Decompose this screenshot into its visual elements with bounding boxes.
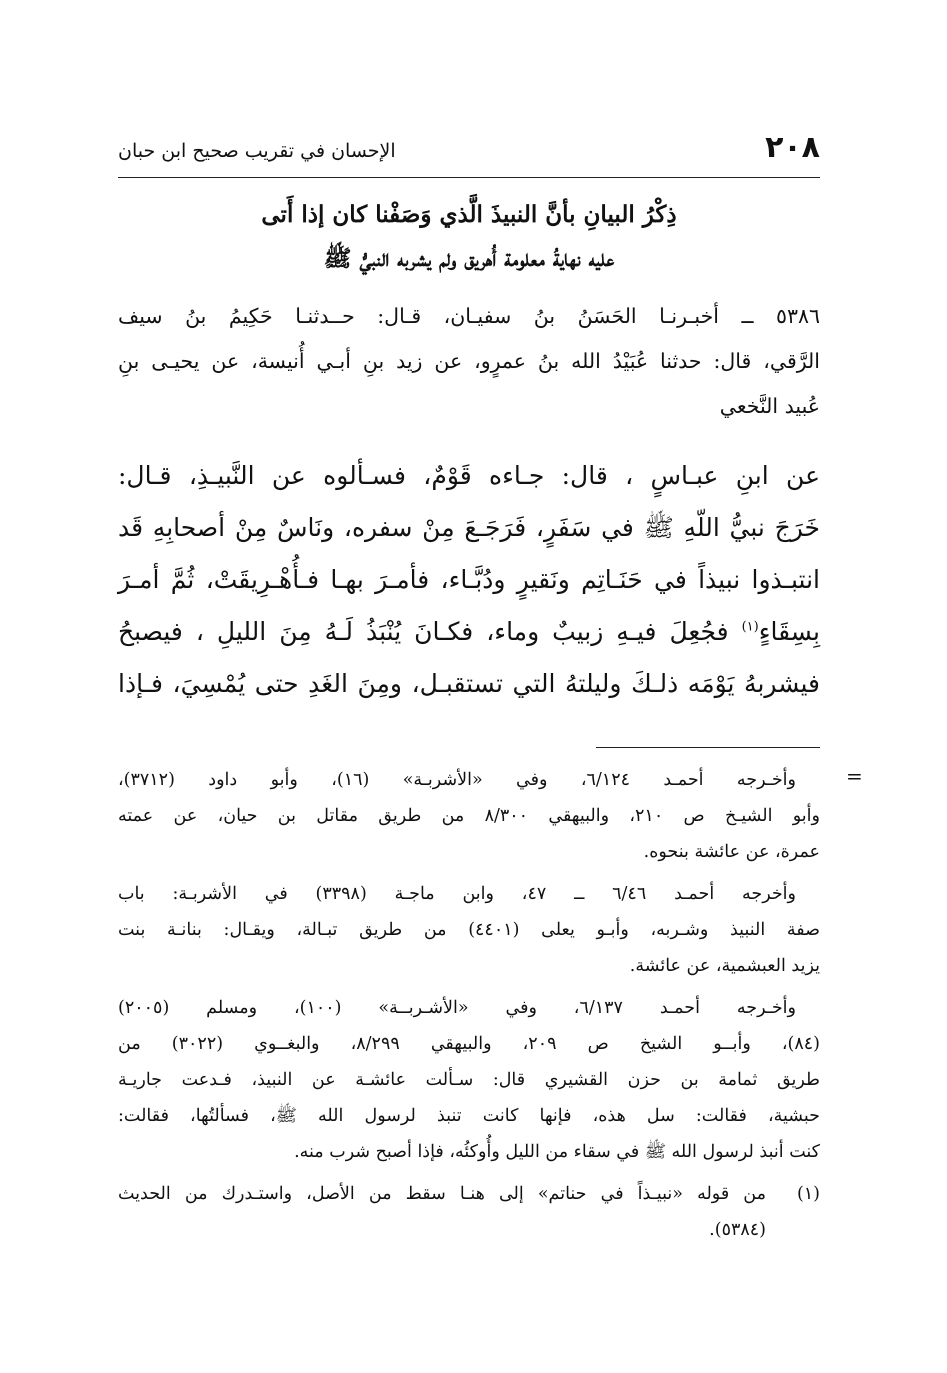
- footnote-line: كنت أنبذ لرسول الله ﷺ في سقاء من الليل وأُوكئُه، فإذا أصبح شرب منه.: [294, 1142, 820, 1162]
- footnote-line: طريق ثمامة بن حزن القشيري قال: سـألت عائشـة عن النبيذ، فـدعت جاريـة: [118, 1070, 820, 1090]
- matn-line: عن ابنِ عبـاسٍ ، قال: جـاءه قَوْمٌ، فسـألوه عن النَّبيـذِ، قـال:: [118, 461, 820, 490]
- footnote-line: (٨٤)، وأبــو الشيخ ص ٢٠٩، والبيهقي ٨/٢٩٩، والبغــوي (٣٠٢٢) من: [118, 1034, 820, 1054]
- page-number: ٢٠٨: [765, 130, 820, 165]
- footnote-reference: (١): [741, 619, 759, 635]
- hadith-isnad: [118, 294, 820, 429]
- continuation-mark: =: [846, 764, 863, 788]
- isnad-line: الرَّقي، قال: حدثنا عُبَيْدُ الله بنُ عمرٍو، عن زيد بنِ أبـي أُنيسة، عن يحيـى بنِ: [118, 349, 820, 373]
- matn-line: انتبـذوا نبيذاً في حَنَـاتِم ونَقيرٍ ودُبَّـاء، فأمـرَ بهـا فـأُهْـرِيقَتْ، ثُمَّ أمـرَ: [118, 565, 820, 594]
- footnote-1: [118, 1176, 820, 1248]
- running-title: الإحسان في تقريب صحيح ابن حبان: [118, 140, 396, 162]
- footnote-line: [118, 1176, 820, 1212]
- footnote-line: وأخرجه أحمـد ٦/٤٦ ــ ٤٧، وابن ماجـة (٣٣٩٨) في الأشربـة: باب: [118, 884, 796, 904]
- footnote-text: من قوله «نبيـذاً في حناتم» إلى هنـا سقط من الأصل، واستـدرك من الحديث: [118, 1184, 766, 1204]
- matn-line: خَرَجَ نبيُّ اللّهِ ﷺ في سَفَرٍ، فَرَجَـعَ مِنْ سفره، ونَاسٌ مِنْ أصحابِهِ قَد: [118, 513, 820, 542]
- page-header: [118, 128, 820, 172]
- isnad-line: ٥٣٨٦ ــ أخبـرنـا الحَسَنُ بنُ سفيـان، قـال: حــدثنـا حَكِيمُ بنُ سيف: [118, 304, 820, 328]
- footnote-line: صفة النبيذ وشـربه، وأبـو يعلى (٤٤٠١) من طريق تبـالة، ويقـال: بنانـة بنت: [118, 920, 820, 940]
- matn-text: فجُعِلَ فيـهِ زبيبٌ وماء، فكـانَ يُنْبَذُ لَـهُ مِنَ الليلِ ، فيصبحُ: [118, 617, 742, 646]
- header-rule: [118, 177, 820, 178]
- footnote-paragraph: [118, 990, 820, 1170]
- footnote-number: (١): [796, 1184, 820, 1204]
- chapter-heading-line: ذِكْرُ البيانِ بأنَّ النبيذَ الَّذي وَصَفْنا كان إذا أَتى: [261, 201, 677, 228]
- footnote-paragraph: [118, 762, 820, 870]
- matn-word: بِسِقَاءٍ: [758, 617, 820, 646]
- footnote-line: يزيد العبشمية، عن عائشة.: [629, 956, 820, 976]
- footnote-rule: [596, 747, 820, 748]
- footnote-line: وأخـرجه أحمـد ٦/١٢٤، وفي «الأشربـة» (١٦)، وأبو داود (٣٧١٢)،: [118, 770, 796, 790]
- chapter-heading-line: عليه نهايةُ معلومة أُهريق ولم يشربه النبيُّ ﷺ: [323, 245, 615, 272]
- footnote-line: (٥٣٨٤).: [709, 1220, 766, 1240]
- matn-line: [118, 606, 820, 658]
- chapter-heading: [118, 193, 820, 281]
- footnote-line: حبشية، فقالت: سل هذه، فإنها كانت تنبذ لرسول الله ﷺ، فسألتُها، فقالت:: [118, 1106, 820, 1126]
- footnotes: [118, 762, 820, 1254]
- footnote-line: وأخـرجه أحمـد ٦/١٣٧، وفي «الأشـربــة» (١٠٠)، ومسلم (٢٠٠٥): [118, 998, 796, 1018]
- hadith-matn: [118, 450, 820, 710]
- matn-line: فيشربهُ يَوْمَه ذلـكَ وليلتهُ التي تستقبـل، ومِنَ الغَدِ حتى يُمْسِيَ، فـإذا: [118, 669, 820, 698]
- footnote-line: عمرة، عن عائشة بنحوه.: [643, 842, 820, 862]
- footnote-line: وأبو الشيـخ ص ٢١٠، والبيهقي ٨/٣٠٠ من طريق مقاتل بن حيان، عن عمته: [118, 806, 820, 826]
- isnad-line: عُبيد النَّخعي: [719, 394, 820, 418]
- footnote-paragraph: [118, 876, 820, 984]
